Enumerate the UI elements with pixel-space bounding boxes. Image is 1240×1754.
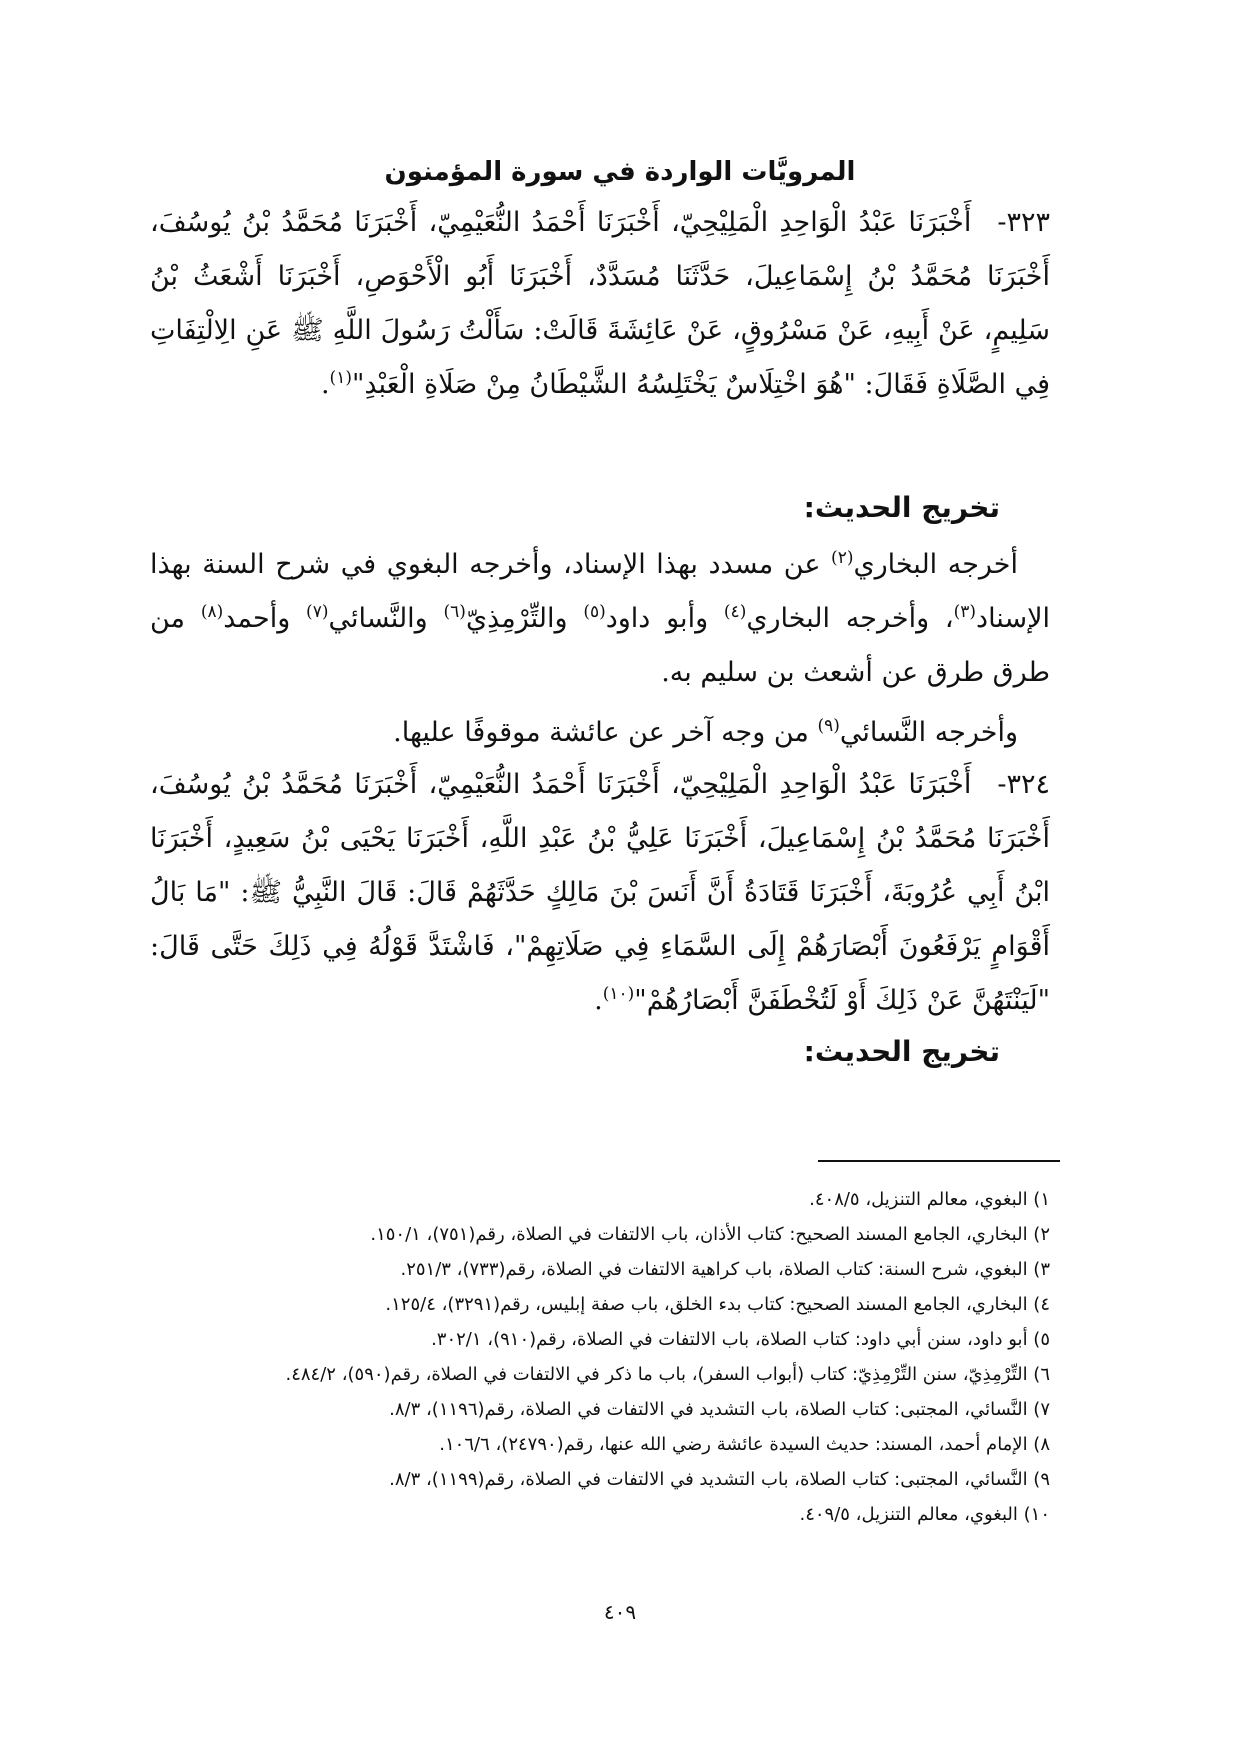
footnote-ref[interactable]: (٥) (583, 602, 606, 622)
footnote-item: ١٠) البغوي، معالم التنزيل، ٤٠٩/٥. (799, 1504, 1050, 1525)
hadith-text: أَخْبَرَنَا عَبْدُ الْوَاحِدِ الْمَلِيْحِيّ، أَخْبَرَنَا أَحْمَدُ النُّعَيْمِيّ، أَخْبَرَنَا مُحَمَّدُ بْنُ يُوسُفَ، أَخْبَرَنَا مُحَمَّدُ بْنُ إِسْمَاعِيلَ، حَدَّثَنَا مُسَدَّدٌ، أَخْبَرَنَا أَبُو الْأَحْوَصِ، أَخْبَرَنَا أَشْعَثُ بْنُ سَلِيمٍ، عَنْ أَبِيهِ، عَنْ مَسْرُوقٍ، عَنْ عَائِشَةَ قَالَتْ: سَأَلْتُ رَسُولَ اللَّهِ ﷺ عَنِ الِالْتِفَاتِ فِي الصَّلَاةِ فَقَالَ: "هُوَ اخْتِلَاسٌ يَخْتَلِسُهُ الشَّيْطَانُ مِنْ صَلَاةِ الْعَبْدِ" (150, 207, 1050, 400)
footnote-ref[interactable]: (٦) (443, 602, 466, 622)
footnote-ref[interactable]: (٧) (306, 602, 329, 622)
text-segment: وأحمد (223, 603, 307, 634)
footnote-separator (818, 1160, 1060, 1162)
footnote-ref[interactable]: (٢) (831, 548, 854, 568)
footnote-ref[interactable]: (٩) (817, 716, 840, 736)
footnote-item: ٤) البخاري، الجامع المسند الصحيح: كتاب بدء الخلق، باب صفة إبليس، رقم(٣٢٩١)، ١٢٥/٤. (385, 1294, 1050, 1315)
sentence-end: . (594, 985, 603, 1016)
footnote-ref[interactable]: (١٠) (602, 984, 635, 1004)
takhrij-paragraph-1 (150, 538, 1050, 700)
footnote-item: ١) البغوي، معالم التنزيل، ٤٠٨/٥. (809, 1189, 1050, 1210)
text-segment: والتِّرْمِذِيّ (465, 603, 584, 634)
footnote-ref[interactable]: (٨) (200, 602, 224, 622)
footnote-item: ٧) النَّسائي، المجتبى: كتاب الصلاة، باب التشديد في الالتفات في الصلاة، رقم(١١٩٦)، ٨/٣. (389, 1399, 1050, 1420)
takhrij-heading: تخريج الحديث: (803, 1035, 1000, 1068)
hadith-text: أَخْبَرَنَا عَبْدُ الْوَاحِدِ الْمَلِيْحِيّ، أَخْبَرَنَا أَحْمَدُ النُّعَيْمِيّ، أَخْبَرَنَا مُحَمَّدُ بْنُ يُوسُفَ، أَخْبَرَنَا مُحَمَّدُ بْنُ إِسْمَاعِيلَ، أَخْبَرَنَا عَلِيُّ بْنُ عَبْدِ اللَّهِ، أَخْبَرَنَا يَحْيَى بْنُ سَعِيدٍ، أَخْبَرَنَا ابْنُ أَبِي عُرُوبَةَ، أَخْبَرَنَا قَتَادَةُ أَنَّ أَنَسَ بْنَ مَالِكٍ حَدَّثَهُمْ قَالَ: قَالَ النَّبِيُّ ﷺ: "مَا بَالُ أَقْوَامٍ يَرْفَعُونَ أَبْصَارَهُمْ إِلَى السَّمَاءِ فِي صَلَاتِهِمْ"، فَاشْتَدَّ قَوْلُهُ فِي ذَلِكَ حَتَّى قَالَ: "لَيَنْتَهُنَّ عَنْ ذَلِكَ أَوْ لَتُخْطَفَنَّ أَبْصَارُهُمْ" (150, 769, 1051, 1016)
page-title: المرويَّات الواردة في سورة المؤمنون (384, 157, 856, 187)
text-segment: من وجه آخر عن عائشة موقوفًا عليها. (393, 717, 818, 748)
text-segment: وأبو داود (605, 603, 724, 634)
text-segment: ، وأخرجه البخاري (746, 603, 954, 634)
footnote-item: ٨) الإمام أحمد، المسند: حديث السيدة عائشة رضي الله عنها، رقم(٢٤٧٩٠)، ١٠٦/٦. (439, 1434, 1050, 1455)
sentence-end: . (320, 369, 330, 400)
text-segment: من طرق طرق عن أشعث بن سليم به. (150, 603, 1050, 688)
footnote-item: ٢) البخاري، الجامع المسند الصحيح: كتاب الأذان، باب الالتفات في الصلاة، رقم(٧٥١)، ١٥٠/١. (370, 1224, 1050, 1245)
text-segment: أخرجه البخاري (853, 549, 1018, 580)
hadith-324 (150, 758, 1050, 1028)
footnotes-list (150, 1182, 1050, 1532)
footnote-item: ٥) أبو داود، سنن أبي داود: كتاب الصلاة، باب الالتفات في الصلاة، رقم(٩١٠)، ٣٠٢/١. (431, 1329, 1050, 1350)
takhrij-heading: تخريج الحديث: (803, 491, 1000, 524)
page-number: ٤٠٩ (603, 1600, 637, 1624)
text-segment: عن مسدد بهذا الإسناد، وأخرجه البغوي في شرح السنة بهذا الإسناد (150, 549, 1050, 634)
footnote-ref[interactable]: (٤) (723, 602, 747, 622)
text-segment: وأخرجه النَّسائي (839, 717, 1018, 748)
hadith-number: ٣٢٤- (997, 769, 1050, 800)
hadith-323 (150, 196, 1050, 412)
footnote-item: ٣) البغوي، شرح السنة: كتاب الصلاة، باب كراهية الالتفات في الصلاة، رقم(٧٣٣)، ٢٥١/٣. (400, 1259, 1050, 1280)
text-segment: والنَّسائي (328, 603, 444, 634)
footnote-item: ٦) التِّرْمِذِيّ، سنن التِّرْمِذِيّ: كتاب (أبواب السفر)، باب ما ذكر في الالتفات في الصلاة، رقم(٥٩٠)، ٤٨٤/٢. (285, 1364, 1050, 1385)
takhrij-paragraph-2 (150, 706, 1050, 760)
footnote-item: ٩) النَّسائي، المجتبى: كتاب الصلاة، باب التشديد في الالتفات في الصلاة، رقم(١١٩٩)، ٨/٣. (389, 1469, 1050, 1490)
footnote-ref[interactable]: (٣) (953, 602, 977, 622)
footnote-ref[interactable]: (١) (329, 368, 352, 388)
hadith-number: ٣٢٣- (997, 207, 1050, 238)
